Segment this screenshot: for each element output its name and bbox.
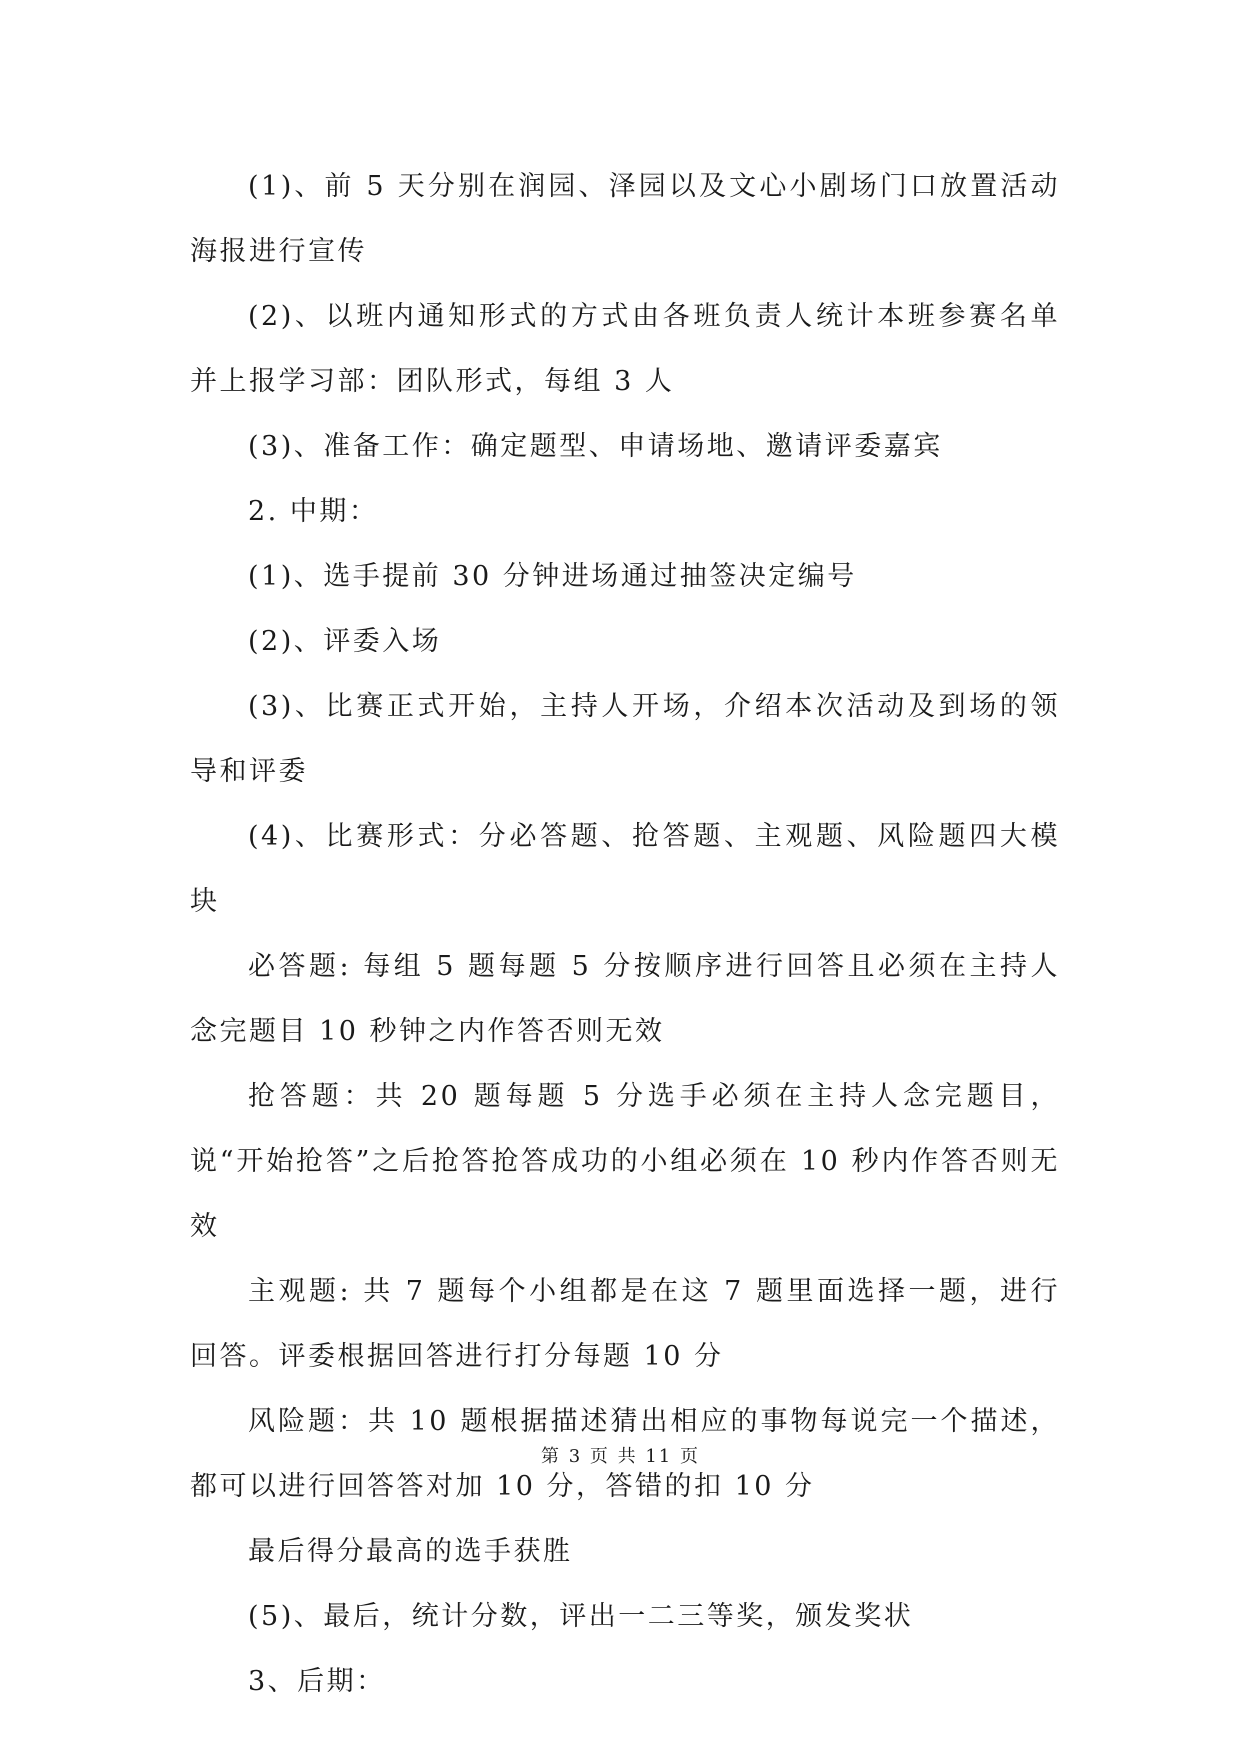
paragraph-mid-judges: (2)、评委入场 [248, 626, 442, 657]
paragraph-subjective-questions: 主观题: 共 7 题每个小组都是在这 7 题里面选择一题，进行回答。评委根据回答进行打分每题 10 分 [190, 1276, 1060, 1372]
heading-mid-stage: 2. 中期： [248, 496, 379, 527]
paragraph-prep-poster: (1)、前 5 天分别在润园、泽园以及文心小剧场门口放置活动海报进行宣传 [190, 171, 1060, 267]
paragraph-required-questions: 必答题: 每组 5 题每题 5 分按顺序进行回答且必须在主持人念完题目 10 秒钟之内作答否则无效 [190, 951, 1060, 1047]
page-number-footer: 第 3 页 共 11 页 [541, 1446, 700, 1467]
heading-late-stage: 3、后期： [248, 1666, 386, 1697]
paragraph-mid-format: (4)、比赛形式：分必答题、抢答题、主观题、风险题四大模块 [190, 821, 1060, 917]
paragraph-buzzer-questions: 抢答题：共 20 题每题 5 分选手必须在主持人念完题目，说“开始抢答”之后抢答抢答成功的小组必须在 10 秒内作答否则无效 [190, 1081, 1060, 1242]
paragraph-mid-opening: (3)、比赛正式开始，主持人开场，介绍本次活动及到场的领导和评委 [190, 691, 1060, 787]
paragraph-risk-questions: 风险题：共 10 题根据描述猜出相应的事物每说完一个描述，都可以进行回答答对加 10 分，答错的扣 10 分 [190, 1406, 1060, 1502]
document-body [190, 154, 1060, 1714]
paragraph-mid-draw: (1)、选手提前 30 分钟进场通过抽签决定编号 [248, 561, 857, 592]
paragraph-winner: 最后得分最高的选手获胜 [248, 1536, 573, 1567]
paragraph-awards: (5)、最后，统计分数，评出一二三等奖，颁发奖状 [248, 1601, 914, 1632]
paragraph-prep-work: (3)、准备工作：确定题型、申请场地、邀请评委嘉宾 [248, 431, 943, 462]
paragraph-prep-registration: (2)、以班内通知形式的方式由各班负责人统计本班参赛名单并上报学习部：团队形式，每组 3 人 [190, 301, 1060, 397]
